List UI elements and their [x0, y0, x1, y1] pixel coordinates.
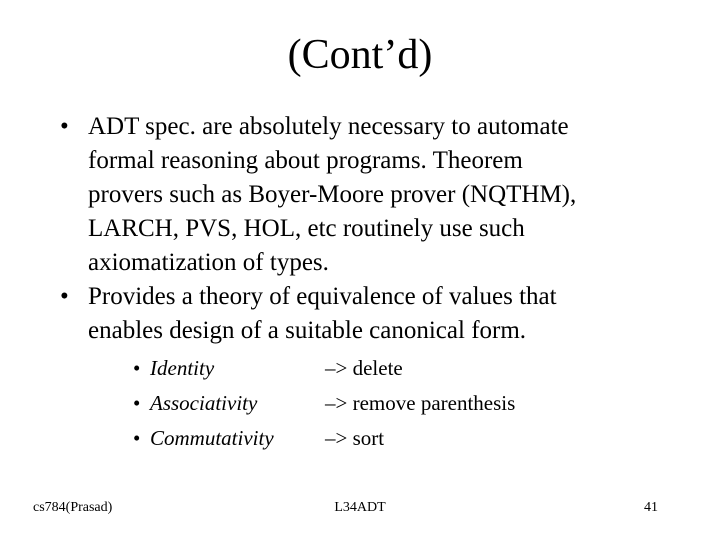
- bullet-line: enables design of a suitable canonical form.: [88, 317, 527, 344]
- bullet-line: provers such as Boyer-Moore prover (NQTHM),: [88, 181, 577, 208]
- bullet-line: formal reasoning about programs. Theorem: [88, 147, 523, 174]
- bullet-line: axiomatization of types.: [88, 249, 329, 276]
- bullet-2: [0, 280, 720, 348]
- bullet-icon: •: [133, 391, 141, 415]
- sub-bullet-term: Identity: [150, 356, 215, 380]
- bullet-1: [0, 110, 720, 280]
- sub-bullet-term: Commutativity: [150, 426, 274, 450]
- sub-bullet-term: Associativity: [150, 391, 258, 415]
- sub-bullet-action: –> remove parenthesis: [325, 391, 516, 415]
- footer-lecture: L34ADT: [334, 500, 386, 515]
- sub-bullet-action: –> sort: [325, 426, 385, 450]
- bullet-line: ADT spec. are absolutely necessary to automate: [88, 113, 569, 140]
- slide-title: (Cont’d): [287, 32, 433, 78]
- bullet-icon: •: [133, 426, 141, 450]
- sub-bullet-action: –> delete: [325, 356, 403, 380]
- footer-author: cs784(Prasad): [33, 500, 113, 515]
- page-number: 41: [644, 500, 658, 515]
- bullet-icon: •: [60, 113, 69, 140]
- bullet-line: LARCH, PVS, HOL, etc routinely use such: [88, 215, 525, 242]
- bullet-icon: •: [133, 356, 141, 380]
- bullet-line: Provides a theory of equivalence of values that: [88, 283, 557, 310]
- bullet-icon: •: [60, 283, 69, 310]
